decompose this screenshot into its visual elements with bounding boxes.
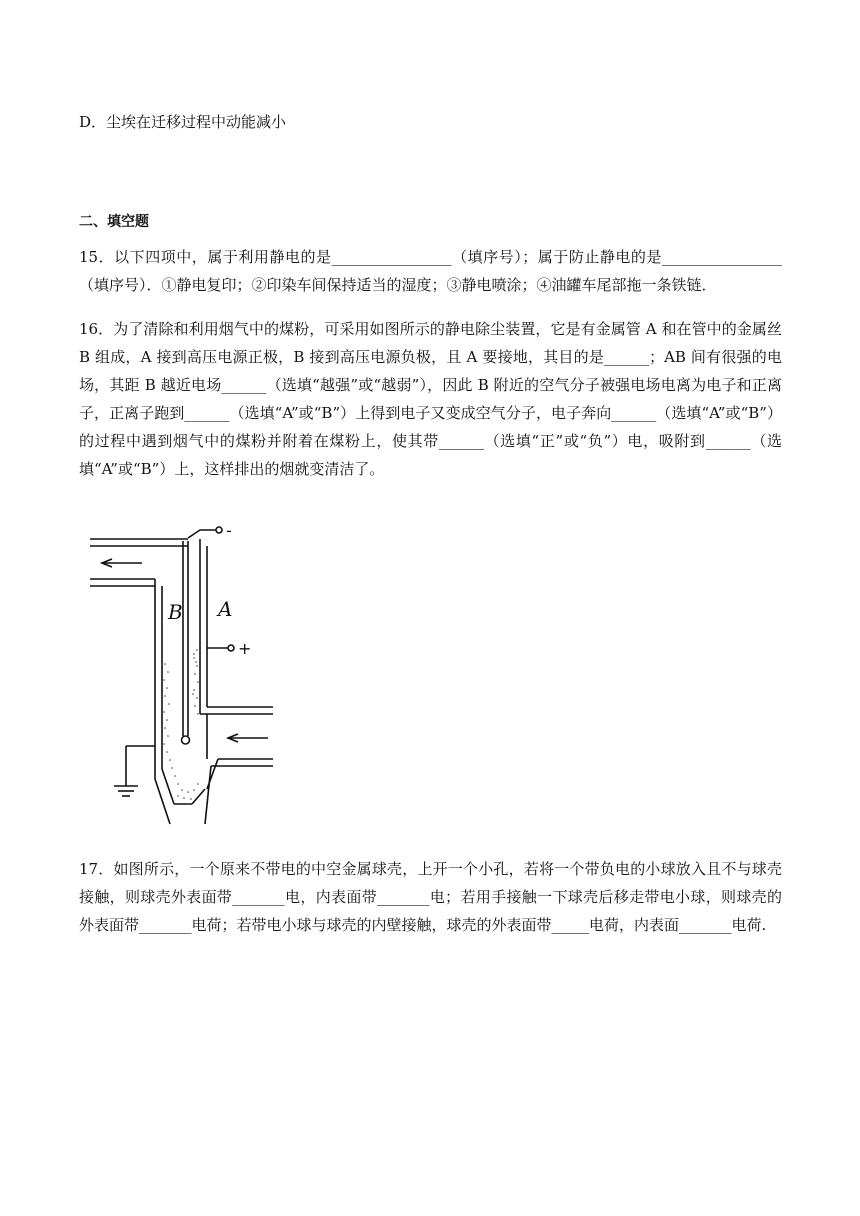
dust-particles [163,649,199,800]
plus-terminal-label: + [238,639,252,658]
minus-terminal-label: - [226,524,232,540]
electrostatic-precipitator-diagram [88,524,278,834]
question-16: 16．为了清除和利用烟气中的煤粉，可采用如图所示的静电除尘装置，它是有金属管 A 和在管中的金属丝 B 组成，A 接到高压电源正极，B 接到高压电源负极，且 A 要接地，其目的是______；AB 间有很强的电场，其距 B 越近电场______（选填“越强”或“越弱”），因此 B 附近的空气分子被强电场电离为电子和正离子，正离子跑到______（选填“A”或“B”）上得到电子又变成空气分子，电子奔向______（选填“A”或“B”）的过程中遇到烟气中的煤粉并附着在煤粉上，使其带______（选填“正”或“负”）电，吸附到______（选填“A”或“B”）上，这样排出的烟就变清洁了。 [79,320,782,478]
question-17: 17．如图所示，一个原来不带电的中空金属球壳，上开一个小孔，若将一个带负电的小球放入且不与球壳接触，则球壳外表面带_______电，内表面带_______电；若用手接触一下球壳后移走带电小球，则球壳的外表面带_______电荷；若带电小球与球壳的内壁接触，球壳的外表面带_____电荷，内表面_______电荷. [79,860,782,934]
label-a: A [218,597,233,621]
section-title: 二、填空题 [79,214,149,230]
option-d: D．尘埃在迁移过程中动能减小 [79,113,287,131]
question-15: 15．以下四项中，属于利用静电的是________________（填序号）；属于防止静电的是________________（填序号）．①静电复印；②印染车间保持适当的湿度；③静电喷涂；④油罐车尾部拖一条铁链． [79,248,782,294]
label-b: B [168,600,183,624]
